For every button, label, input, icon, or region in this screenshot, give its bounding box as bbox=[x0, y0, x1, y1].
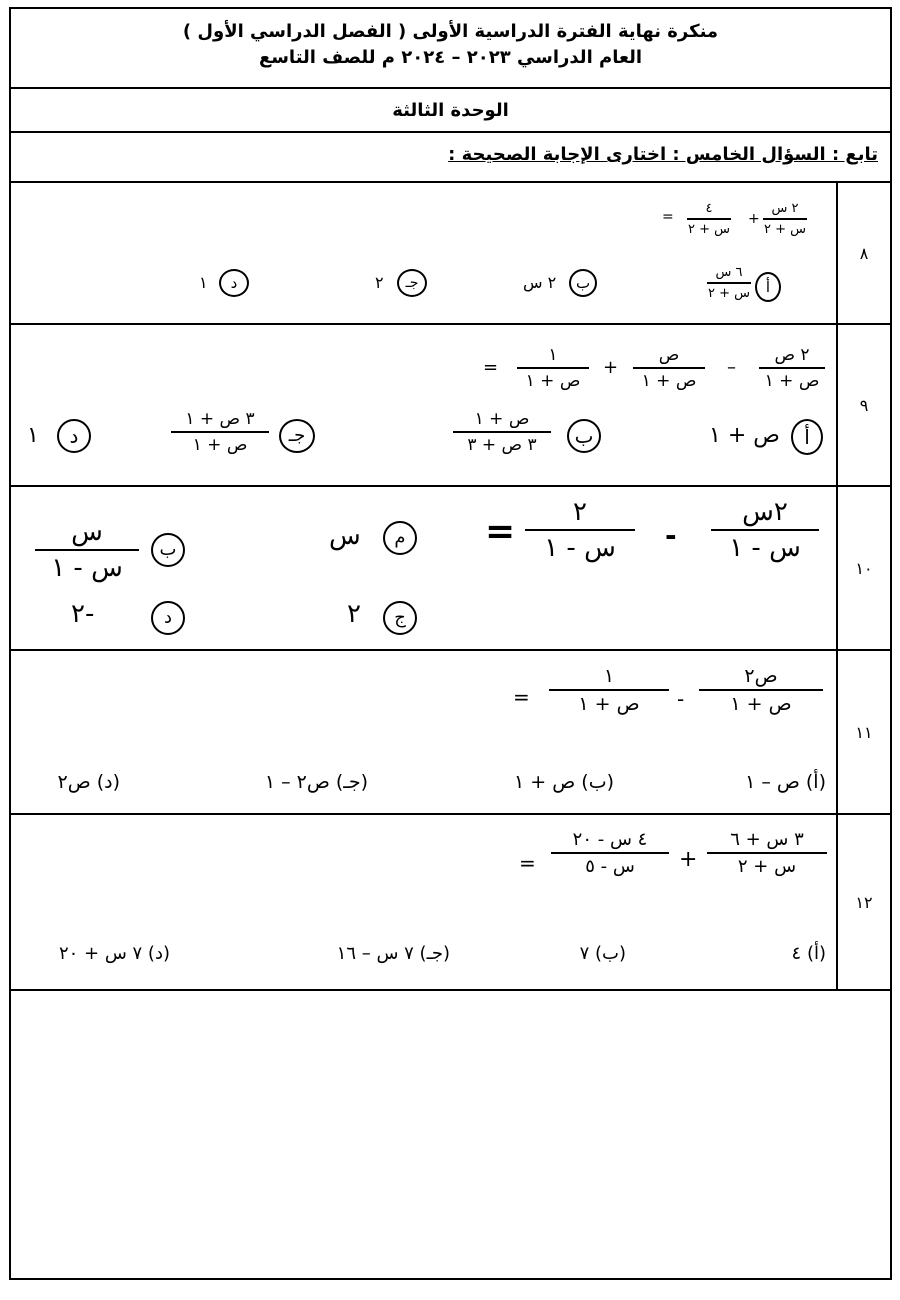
option-b[interactable]: (ب) ص + ١ bbox=[514, 771, 614, 793]
fraction: ٢ س - ١ bbox=[525, 497, 635, 563]
fraction: ٢ س س + ٢ bbox=[763, 201, 806, 237]
header-line-1: منكرة نهاية الفترة الدراسية الأولى ( الفصل الدراسي الأول ) bbox=[182, 21, 719, 42]
question-11-content bbox=[11, 651, 836, 813]
question-12-content bbox=[11, 815, 836, 989]
fraction: ص ص + ١ bbox=[633, 345, 705, 391]
equals-sign: = bbox=[485, 511, 516, 552]
option-d[interactable]: (د) ٧ س + ٢٠ bbox=[58, 943, 170, 964]
question-number: ١٢ bbox=[836, 815, 890, 989]
question-8-content bbox=[11, 183, 836, 323]
option-c[interactable]: (جـ) ص٢ – ١ bbox=[264, 771, 368, 793]
option-b-value[interactable]: ٢ س bbox=[523, 273, 557, 292]
equals-sign: = bbox=[483, 357, 499, 378]
option-b[interactable]: (ب) ٧ bbox=[579, 943, 626, 964]
question-10-row bbox=[11, 487, 890, 651]
instruction-text: تابع : السؤال الخامس : اختارى الإجابة الصحيحة : bbox=[448, 144, 878, 165]
fraction: ٤ س - ٢٠ س - ٥ bbox=[551, 829, 669, 877]
option-b-circle[interactable]: ب bbox=[569, 269, 597, 297]
question-12-row bbox=[11, 815, 890, 991]
minus-operator: - bbox=[677, 687, 685, 711]
question-9-row bbox=[11, 325, 890, 487]
minus-operator: - bbox=[665, 519, 677, 552]
equals-sign: = bbox=[519, 851, 536, 875]
unit-title: الوحدة الثالثة bbox=[11, 89, 890, 133]
option-b-fraction[interactable]: ص + ١ ٣ ص + ٣ bbox=[453, 409, 551, 455]
option-d-circle[interactable]: د bbox=[219, 269, 249, 297]
option-a[interactable]: (أ) ص – ١ bbox=[745, 771, 826, 793]
option-a-circle[interactable]: م bbox=[383, 521, 417, 555]
option-c-circle[interactable]: ج bbox=[383, 601, 417, 635]
question-number: ١٠ bbox=[836, 487, 890, 649]
option-d-circle[interactable]: د bbox=[57, 419, 91, 453]
question-number: ١١ bbox=[836, 651, 890, 813]
fraction: ١ ص + ١ bbox=[549, 665, 669, 715]
fraction: ١ ص + ١ bbox=[517, 345, 589, 391]
option-a[interactable]: (أ) ٤ bbox=[791, 943, 826, 964]
option-a-value[interactable]: ص + ١ bbox=[709, 423, 780, 448]
option-c-value[interactable]: ٢ bbox=[375, 273, 384, 292]
option-c-circle[interactable]: جـ bbox=[279, 419, 315, 453]
question-11-row bbox=[11, 651, 890, 815]
question-number: ٨ bbox=[836, 183, 890, 323]
option-c-value[interactable]: ٢ bbox=[347, 599, 361, 629]
option-a-circle[interactable]: أ bbox=[755, 272, 781, 302]
header-line-2: العام الدراسي ٢٠٢٣ – ٢٠٢٤ م للصف التاسع bbox=[258, 47, 643, 68]
option-a-value[interactable]: س bbox=[329, 521, 361, 551]
option-d-value[interactable]: ١ bbox=[27, 423, 39, 448]
option-b-circle[interactable]: ب bbox=[151, 533, 185, 567]
question-9-content bbox=[11, 325, 836, 485]
fraction: ٢ ص ص + ١ bbox=[759, 345, 825, 391]
option-d-value[interactable]: ١ bbox=[199, 273, 208, 292]
header-title-block bbox=[11, 9, 890, 89]
option-c-fraction[interactable]: ٣ ص + ١ ص + ١ bbox=[171, 409, 269, 455]
option-b-fraction[interactable]: س س - ١ bbox=[35, 517, 139, 583]
option-a-fraction[interactable]: ٦ س س + ٢ bbox=[707, 265, 750, 301]
plus-operator: + bbox=[603, 357, 619, 378]
fraction: ٢س س - ١ bbox=[711, 497, 819, 563]
equals-sign: = bbox=[513, 685, 530, 709]
option-d-circle[interactable]: د bbox=[151, 601, 185, 635]
question-8-row bbox=[11, 183, 890, 325]
plus-operator: + bbox=[748, 211, 760, 227]
fraction: ٤ س + ٢ bbox=[687, 201, 730, 237]
option-a-circle[interactable]: أ bbox=[791, 419, 823, 455]
fraction: ٣ س + ٦ س + ٢ bbox=[707, 829, 827, 877]
option-d[interactable]: (د) ص٢ bbox=[57, 771, 120, 793]
worksheet-page bbox=[9, 7, 892, 1280]
option-b-circle[interactable]: ب bbox=[567, 419, 601, 453]
equals-sign: = bbox=[662, 209, 674, 225]
instruction-row bbox=[11, 133, 890, 183]
option-c[interactable]: (جـ) ٧ س – ١٦ bbox=[336, 943, 450, 964]
option-c-circle[interactable]: جـ bbox=[397, 269, 427, 297]
fraction: ص٢ ص + ١ bbox=[699, 665, 823, 715]
question-10-content bbox=[11, 487, 836, 649]
option-d-value[interactable]: ٢- bbox=[71, 599, 95, 629]
plus-operator: + bbox=[679, 847, 698, 872]
minus-operator: – bbox=[727, 357, 736, 378]
question-number: ٩ bbox=[836, 325, 890, 485]
